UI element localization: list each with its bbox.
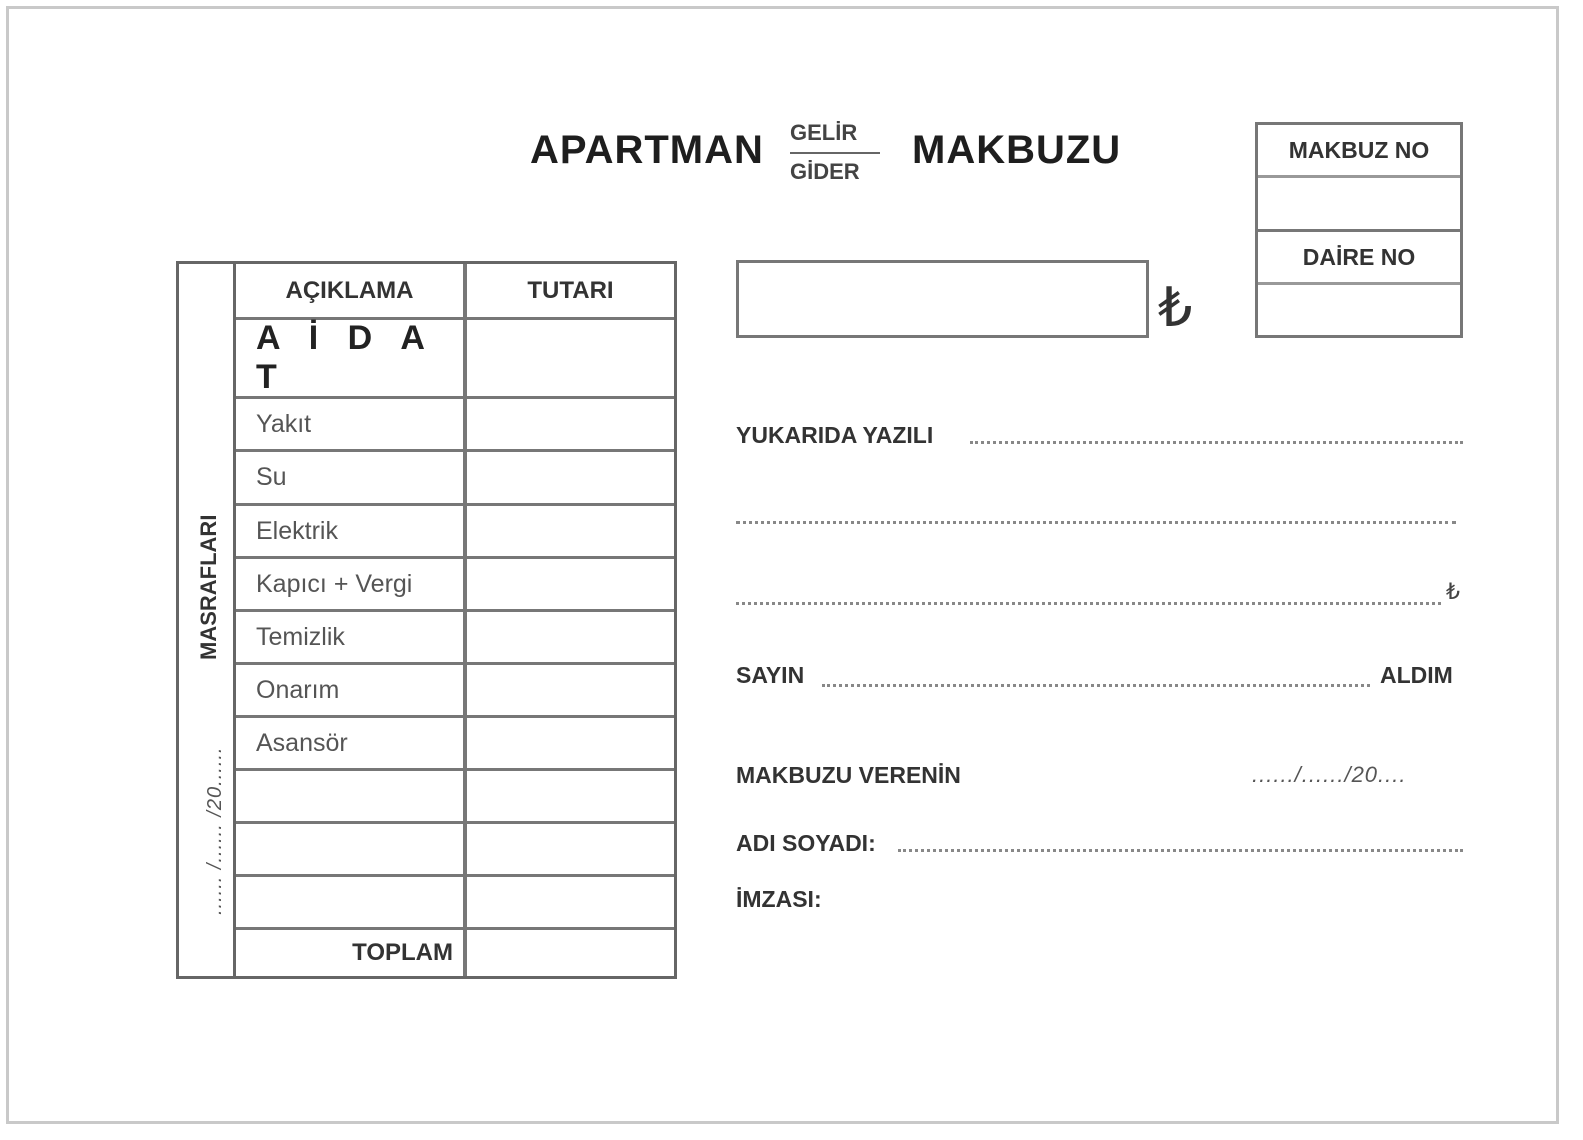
expense-label: Temizlik (236, 612, 467, 662)
table-row (236, 718, 674, 771)
above-written-label: YUKARIDA YAZILI (736, 422, 934, 448)
title-gider: GİDER (790, 159, 860, 184)
header-description: AÇIKLAMA (236, 264, 467, 317)
expense-amount-field[interactable] (467, 320, 674, 396)
expense-label: A İ D A T (236, 320, 467, 396)
expense-label-blank[interactable] (236, 771, 467, 821)
recipient-line[interactable] (822, 684, 1370, 687)
name-line[interactable] (898, 849, 1463, 852)
expenses-side-label: MASRAFLARI (196, 514, 221, 660)
table-row (236, 399, 674, 452)
table-row (236, 452, 674, 506)
above-written-line[interactable] (970, 441, 1463, 444)
table-row (236, 771, 674, 824)
total-amount-field[interactable] (467, 930, 674, 976)
flat-no-label: DAİRE NO (1258, 232, 1460, 285)
title-gelir: GELİR (790, 120, 858, 145)
title-fraction-rule (790, 152, 880, 154)
table-row (236, 824, 674, 877)
flat-no-field[interactable] (1258, 285, 1460, 337)
table-row (236, 665, 674, 718)
total-label: TOPLAM (236, 930, 467, 976)
amount-words-line-1[interactable] (736, 521, 1456, 524)
table-row (236, 506, 674, 559)
expense-amount-field[interactable] (467, 877, 674, 927)
receipt-no-label: MAKBUZ NO (1258, 125, 1460, 178)
expense-grid (236, 264, 674, 976)
sayin-label: SAYIN (736, 662, 805, 688)
receipt-no-box (1255, 122, 1463, 232)
expense-amount-field[interactable] (467, 612, 674, 662)
total-row (236, 930, 674, 976)
table-row (236, 559, 674, 612)
expense-label-blank[interactable] (236, 824, 467, 874)
expense-amount-field[interactable] (467, 718, 674, 768)
signature-label: İMZASI: (736, 886, 822, 912)
aldim-label: ALDIM (1380, 662, 1453, 688)
expense-label: Elektrik (236, 506, 467, 556)
title-apartman: APARTMAN (530, 128, 764, 172)
expense-label: Su (236, 452, 467, 503)
expense-amount-field[interactable] (467, 824, 674, 874)
expenses-side-date: ...... /...... /20...... (204, 746, 226, 915)
amount-words-line-2[interactable] (736, 602, 1441, 605)
expense-label: Asansör (236, 718, 467, 768)
header-amount: TUTARI (527, 276, 614, 304)
expense-amount-field[interactable] (467, 665, 674, 715)
table-row (236, 877, 674, 930)
expense-label: Onarım (236, 665, 467, 715)
date-field[interactable]: ....../....../20.... (1252, 762, 1407, 787)
expense-label: Yakıt (236, 399, 467, 449)
title-makbuzu: MAKBUZU (912, 128, 1122, 172)
expense-amount-field[interactable] (467, 771, 674, 821)
flat-no-box (1255, 229, 1463, 338)
table-row (236, 612, 674, 665)
expense-amount-field[interactable] (467, 559, 674, 609)
expense-label-blank[interactable] (236, 877, 467, 927)
expense-table (176, 261, 677, 979)
lira-icon: ₺ (1158, 276, 1193, 339)
expense-label: Kapıcı + Vergi (236, 559, 467, 609)
table-header-row (236, 264, 674, 320)
table-row (236, 320, 674, 399)
expense-amount-field[interactable] (467, 399, 674, 449)
lira-small-icon: ₺ (1446, 580, 1460, 605)
name-label: ADI SOYADI: (736, 830, 876, 856)
issuer-label: MAKBUZU VERENİN (736, 762, 961, 788)
expense-amount-field[interactable] (467, 506, 674, 556)
expense-amount-field[interactable] (467, 452, 674, 503)
amount-field[interactable] (736, 260, 1149, 338)
receipt-no-field[interactable] (1258, 178, 1460, 230)
